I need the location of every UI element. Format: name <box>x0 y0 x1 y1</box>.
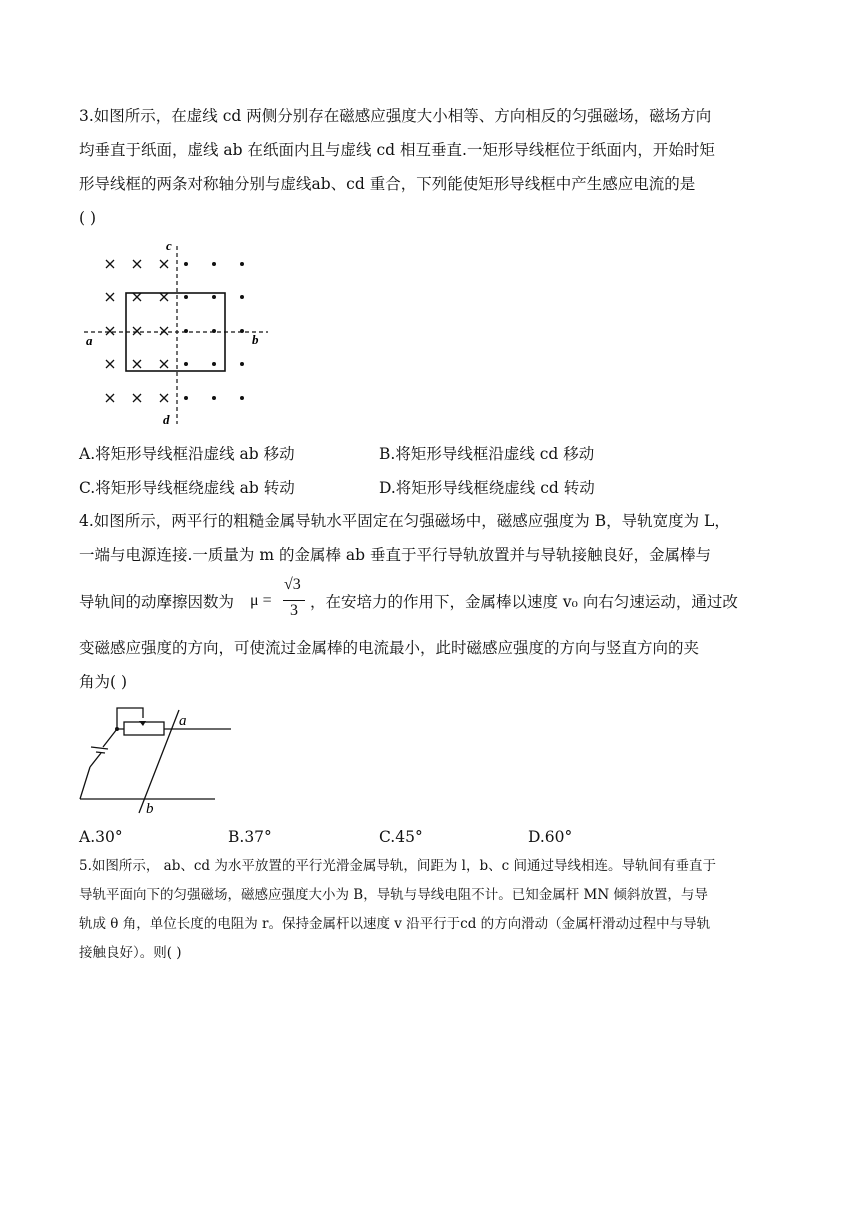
q3-option-b[interactable]: B.将矩形导线框沿虚线 cd 移动 <box>379 445 595 463</box>
q3-option-a[interactable]: A.将矩形导线框沿虚线 ab 移动 <box>79 445 295 463</box>
q4-rail-circuit-figure <box>76 700 246 820</box>
q4-option-b[interactable]: B.37° <box>228 828 272 846</box>
q4-option-d[interactable]: D.60° <box>528 828 573 846</box>
q4-line-1: 4.如图所示，两平行的粗糙金属导轨水平固定在匀强磁场中，磁感应强度为 B，导轨宽度为 L， <box>79 512 730 530</box>
label-b: b <box>146 801 154 817</box>
fraction-bar <box>283 600 305 601</box>
q3-line-2: 均垂直于纸面，虚线 ab 在纸面内且与虚线 cd 相互垂直.一矩形导线框位于纸面内，开始时矩 <box>79 141 715 159</box>
field-into-page-crosses <box>106 260 168 402</box>
q4-option-c[interactable]: C.45° <box>379 828 423 846</box>
q3-option-d[interactable]: D.将矩形导线框绕虚线 cd 转动 <box>379 479 595 497</box>
q5-line-2: 导轨平面向下的匀强磁场，磁感应强度大小为 B，导轨与导线电阻不计。已知金属杆 MN 倾斜放置，与导 <box>79 887 708 903</box>
q5-line-3: 轨成 θ 角，单位长度的电阻为 r。保持金属杆以速度 v 沿平行于cd 的方向滑动（金属杆滑动过程中与导轨 <box>79 916 711 932</box>
label-d: d <box>163 412 170 427</box>
q4-line-4: 变磁感应强度的方向，可使流过金属棒的电流最小，此时磁感应强度的方向与竖直方向的夹 <box>79 639 700 657</box>
field-out-of-page-dots <box>184 262 244 400</box>
formula-numerator: √3 <box>284 576 301 593</box>
q3-line-3: 形导线框的两条对称轴分别与虚线ab、cd 重合，下列能使矩形导线框中产生感应电流的是 <box>79 175 696 193</box>
q4-line-5: 角为( ) <box>79 673 128 691</box>
q3-option-c[interactable]: C.将矩形导线框绕虚线 ab 转动 <box>79 479 295 497</box>
q3-magnetic-field-figure <box>80 234 280 434</box>
q4-line-3b: ，在安培力的作用下，金属棒以速度 v₀ 向右匀速运动，通过改 <box>310 593 738 611</box>
q5-line-4: 接触良好）。则( ) <box>79 945 182 961</box>
q3-line-1: 3.如图所示，在虚线 cd 两侧分别存在磁感应强度大小相等、方向相反的匀强磁场，磁场方向 <box>79 107 712 125</box>
label-b: b <box>252 332 259 347</box>
formula-denominator: 3 <box>290 602 298 619</box>
q4-option-a[interactable]: A.30° <box>79 828 123 846</box>
label-a: a <box>179 713 187 729</box>
q5-line-1: 5.如图所示， ab、cd 为水平放置的平行光滑金属导轨，间距为 l，b、c 间通过导线相连。导轨间有垂直于 <box>79 858 716 874</box>
q3-line-4: ( ) <box>79 209 97 227</box>
label-a: a <box>86 333 93 348</box>
formula-lhs: μ = <box>250 592 272 609</box>
label-c: c <box>166 238 172 253</box>
q4-line-3a: 导轨间的动摩擦因数为 <box>79 593 235 611</box>
q4-line-2: 一端与电源连接.一质量为 m 的金属棒 ab 垂直于平行导轨放置并与导轨接触良好，金属棒与 <box>79 546 711 564</box>
